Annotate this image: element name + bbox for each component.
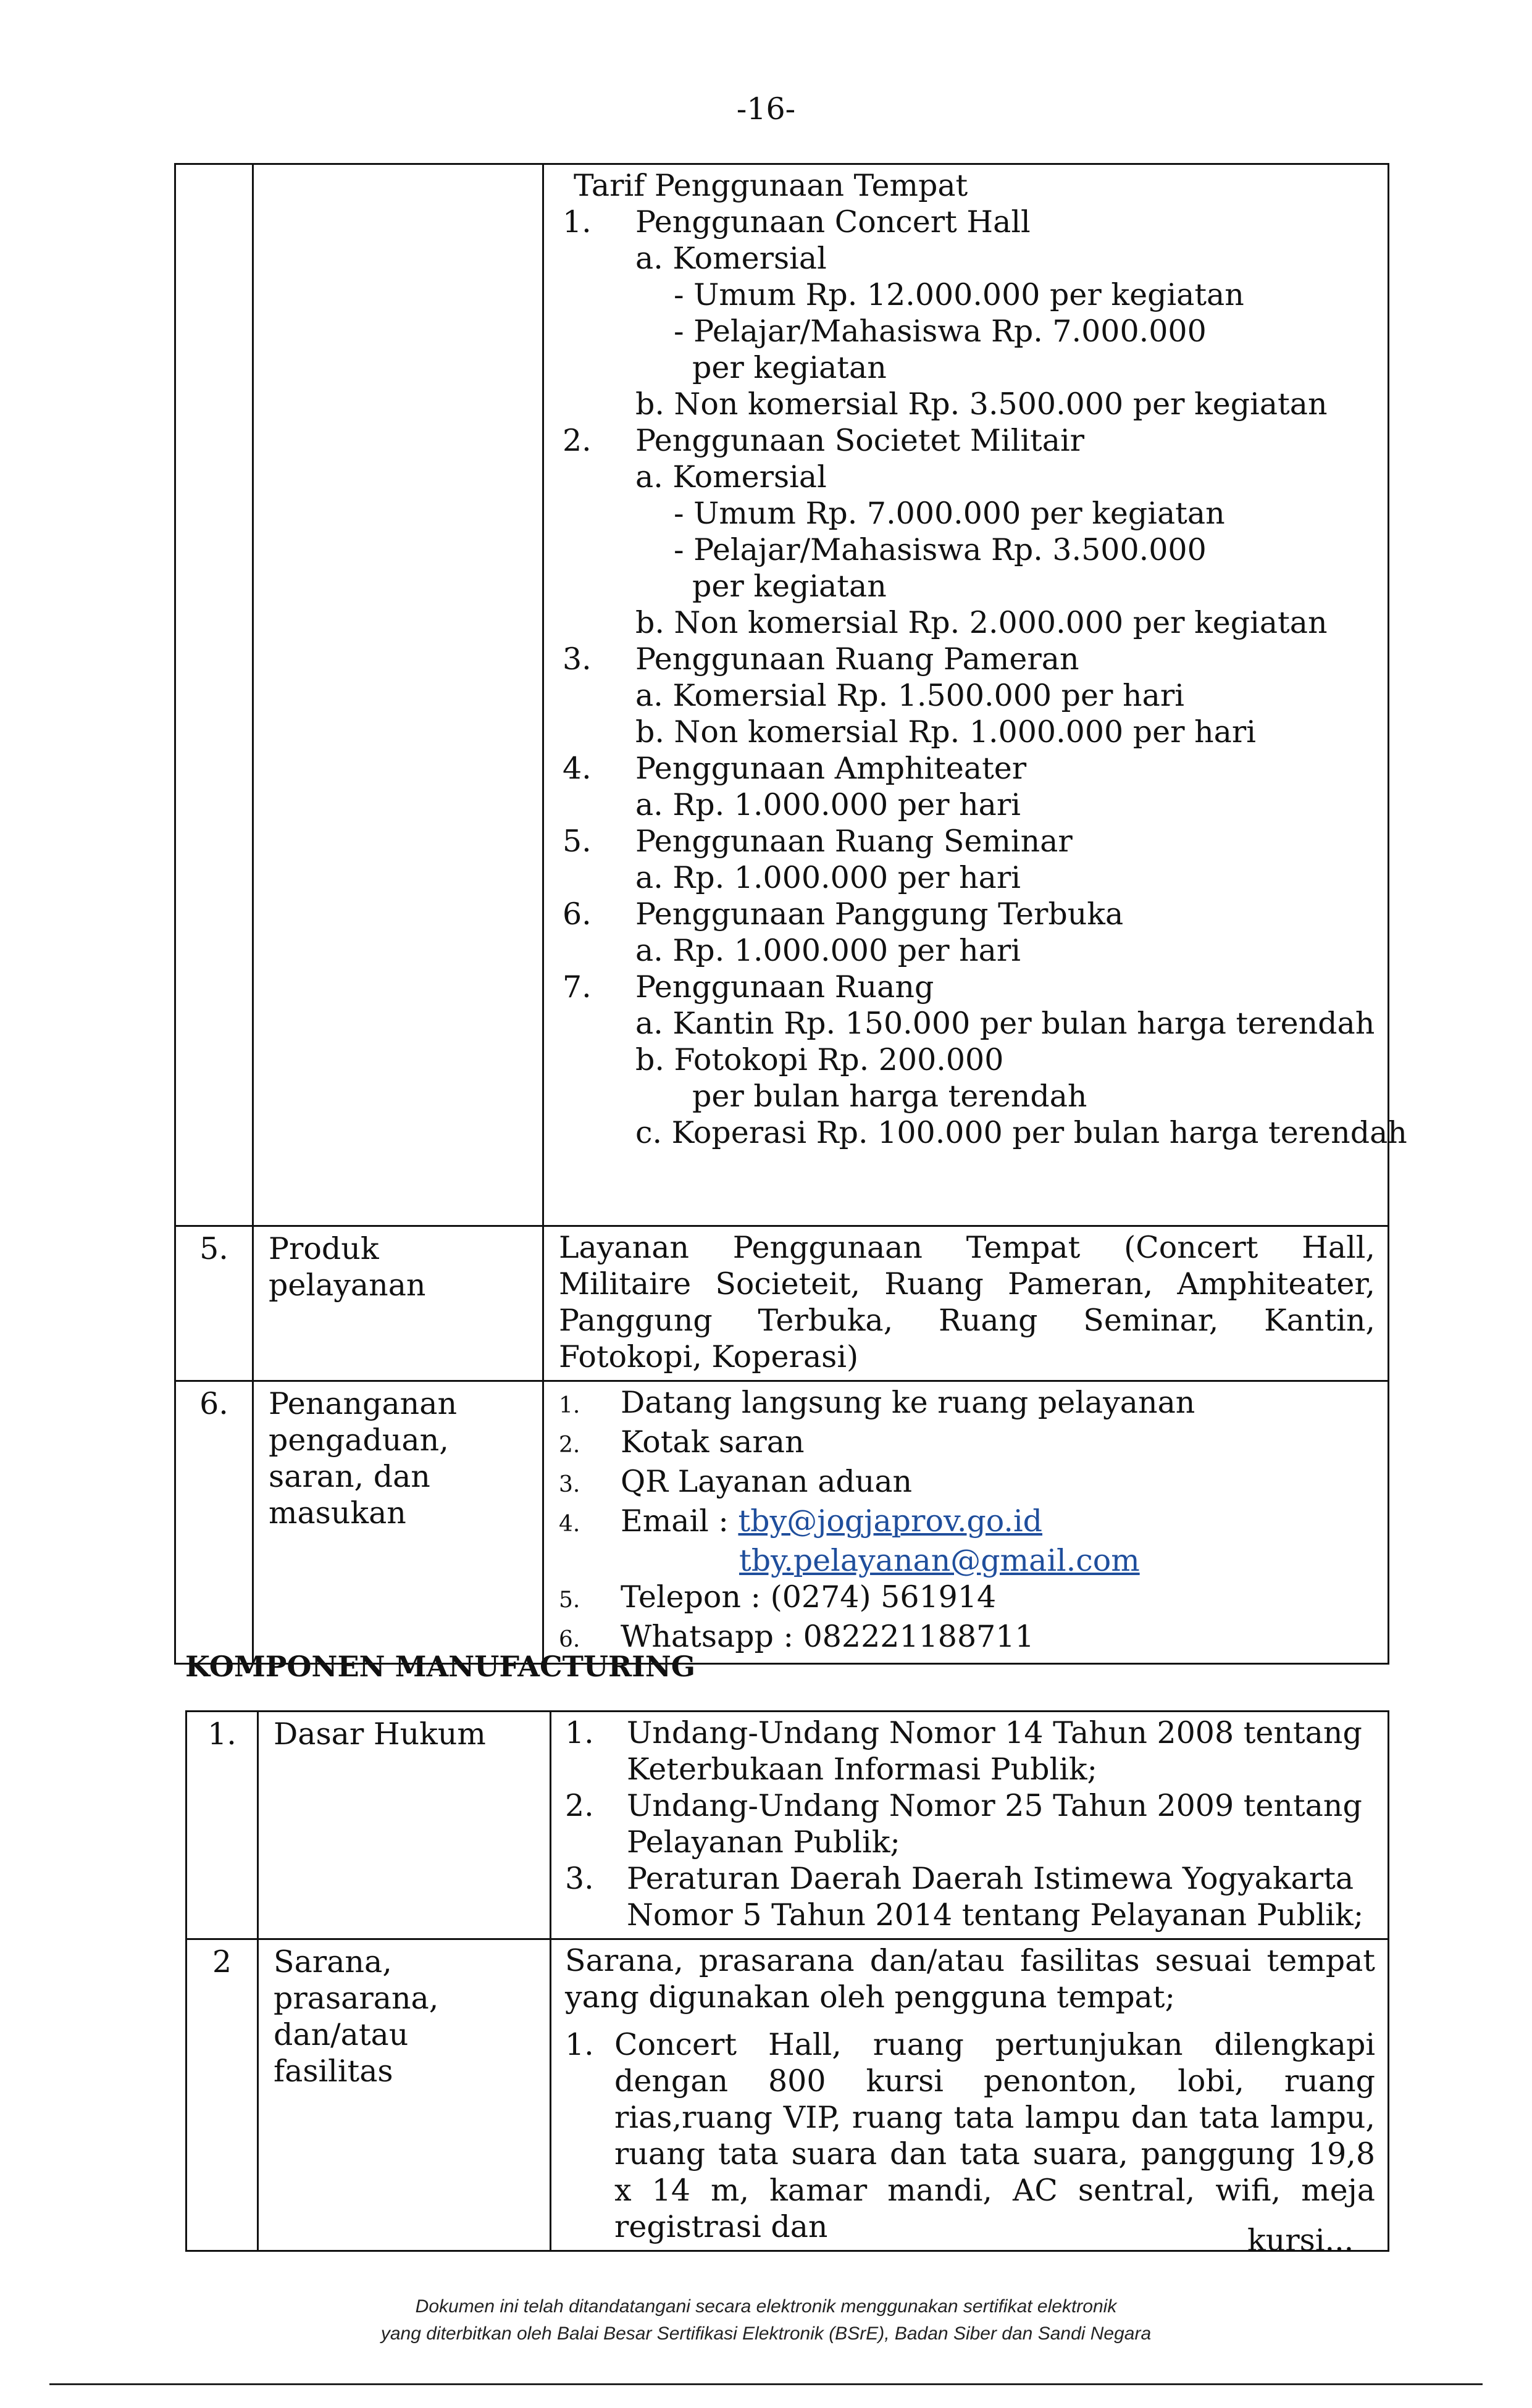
tarif-sub-item: per bulan harga terendah	[692, 1079, 1087, 1114]
tarif-item	[563, 422, 1375, 459]
dasar-hukum-item	[565, 1860, 1375, 1933]
tarif-item-number: 3.	[563, 642, 592, 677]
table-row-sarana	[186, 1939, 1389, 2251]
table-row-tarif	[175, 164, 1389, 1226]
footer-divider	[49, 2383, 1483, 2385]
label-line: masukan	[269, 1495, 406, 1531]
tarif-item	[563, 969, 1375, 1005]
tarif-item-number: 5.	[563, 824, 592, 859]
tarif-item-title: Penggunaan Ruang Seminar	[635, 824, 1073, 859]
tarif-sub-item: a. Rp. 1.000.000 per hari	[635, 787, 1021, 822]
continuation-text: kursi...	[1247, 2223, 1354, 2258]
cell-label-empty	[253, 164, 543, 1226]
tarif-sub-item: per kegiatan	[692, 569, 887, 604]
tarif-item	[563, 896, 1375, 932]
pengaduan-item-text: Datang langsung ke ruang pelayanan	[621, 1385, 1195, 1420]
label-line: Penanganan	[269, 1386, 458, 1421]
email-link[interactable]: tby@jogjaprov.go.id	[738, 1503, 1043, 1539]
sarana-item	[565, 2026, 1375, 2245]
tarif-list	[563, 204, 1407, 1151]
dasar-hukum-item-number: 1.	[565, 1715, 594, 1750]
tarif-item-number: 7.	[563, 969, 592, 1005]
tarif-sub-item: a. Kantin Rp. 150.000 per bulan harga terendah	[635, 1006, 1375, 1041]
pengaduan-item-number: 3.	[559, 1472, 580, 1497]
cell-no-empty	[175, 164, 253, 1226]
text-line: Keterbukaan Informasi Publik;	[627, 1752, 1098, 1787]
text-line: Undang-Undang Nomor 14 Tahun 2008 tentang	[627, 1715, 1362, 1750]
tarif-sub-item: per kegiatan	[692, 350, 887, 385]
sarana-intro: Sarana, prasarana dan/atau fasilitas sesuai tempat yang digunakan oleh pengguna tempat;	[565, 1943, 1375, 2015]
row-number: 6.	[175, 1381, 253, 1664]
label-line: Produk	[269, 1231, 379, 1266]
tarif-sub-item: b. Fotokopi Rp. 200.000	[635, 1042, 1004, 1077]
pengaduan-item	[559, 1542, 1375, 1579]
row-number: 5.	[175, 1226, 253, 1381]
pengaduan-item	[559, 1503, 1375, 1542]
dasar-hukum-item-number: 3.	[565, 1861, 594, 1896]
tarif-heading: Tarif Penggunaan Tempat	[574, 168, 968, 203]
label-line: Sarana,	[274, 1944, 392, 1979]
pengaduan-item	[559, 1579, 1375, 1618]
sarana-cell	[551, 1939, 1389, 2251]
dasar-hukum-item-number: 2.	[565, 1788, 594, 1823]
tarif-sub-item: - Umum Rp. 12.000.000 per kegiatan	[674, 277, 1244, 312]
email-link[interactable]: tby.pelayanan@gmail.com	[739, 1543, 1140, 1578]
table-row-5	[175, 1226, 1389, 1381]
tarif-sub-item: a. Rp. 1.000.000 per hari	[635, 933, 1021, 968]
row-number: 1.	[186, 1712, 258, 1939]
tarif-item-title: Penggunaan Societet Militair	[635, 423, 1085, 458]
tarif-item	[563, 823, 1375, 859]
pengaduan-item-number: 5.	[559, 1587, 580, 1613]
sarana-item-number: 1.	[565, 2027, 594, 2062]
text-line: Undang-Undang Nomor 25 Tahun 2009 tentang	[627, 1788, 1362, 1823]
tarif-sub-item: c. Koperasi Rp. 100.000 per bulan harga terendah	[635, 1115, 1407, 1150]
manufacturing-table	[185, 1710, 1389, 2252]
pengaduan-item-number: 2.	[559, 1432, 580, 1458]
section-heading: KOMPONEN MANUFACTURING	[185, 1650, 696, 1683]
tarif-item-number: 4.	[563, 751, 592, 786]
pengaduan-item-text: Email :	[621, 1503, 739, 1539]
dasar-hukum-list	[551, 1712, 1389, 1939]
dasar-hukum-item	[565, 1787, 1375, 1860]
service-table	[174, 163, 1407, 1665]
tarif-item-number: 6.	[563, 897, 592, 932]
tarif-item-number: 2.	[563, 423, 592, 458]
text-line: Peraturan Daerah Daerah Istimewa Yogyakarta	[627, 1861, 1354, 1896]
dasar-hukum-item	[565, 1715, 1375, 1787]
dasar-hukum-item-text	[627, 1787, 1362, 1860]
table-row-6	[175, 1381, 1389, 1664]
tarif-cell	[543, 164, 1407, 1226]
footer-note	[0, 2293, 1532, 2347]
tarif-sub-item: - Pelajar/Mahasiswa Rp. 3.500.000	[674, 532, 1207, 567]
tarif-item-number: 1.	[563, 204, 592, 240]
pengaduan-list	[543, 1381, 1389, 1664]
label-line: pelayanan	[269, 1268, 426, 1303]
label-line: dan/atau	[274, 2017, 409, 2052]
row-number: 2	[186, 1939, 258, 2251]
pengaduan-item-text: QR Layanan aduan	[621, 1464, 913, 1499]
tarif-sub-item: a. Komersial	[635, 459, 827, 495]
table-row-dasar-hukum	[186, 1712, 1389, 1939]
row-label-pengaduan	[253, 1381, 543, 1664]
tarif-item	[563, 641, 1375, 677]
text-line: Nomor 5 Tahun 2014 tentang Pelayanan Publik;	[627, 1897, 1364, 1933]
dasar-hukum-item-text	[627, 1860, 1363, 1933]
pengaduan-item	[559, 1463, 1375, 1503]
row-label-dasar-hukum: Dasar Hukum	[258, 1712, 551, 1939]
page-number: -16-	[736, 91, 796, 127]
tarif-sub-item: - Pelajar/Mahasiswa Rp. 7.000.000	[674, 314, 1207, 349]
row-label-sarana	[258, 1939, 551, 2251]
label-line: prasarana,	[274, 1981, 439, 2016]
text-line: Pelayanan Publik;	[627, 1825, 900, 1860]
tarif-sub-item: a. Komersial	[635, 241, 827, 276]
pengaduan-item-number: 6.	[559, 1627, 580, 1652]
tarif-sub-item: a. Rp. 1.000.000 per hari	[635, 860, 1021, 895]
tarif-sub-item: a. Komersial Rp. 1.500.000 per hari	[635, 678, 1184, 713]
pengaduan-item-text: Whatsapp : 082221188711	[621, 1619, 1034, 1654]
tarif-item-title: Penggunaan Ruang Pameran	[635, 642, 1079, 677]
tarif-item	[563, 204, 1375, 240]
tarif-item-title: Penggunaan Panggung Terbuka	[635, 897, 1124, 932]
pengaduan-item	[559, 1384, 1375, 1424]
dasar-hukum-item-text	[627, 1715, 1362, 1787]
tarif-item	[563, 750, 1375, 787]
sarana-item-text: Concert Hall, ruang pertunjukan dilengkapi dengan 800 kursi penonton, lobi, ruang rias,ruang VIP, ruang tata lampu dan tata lampu, ruang tata suara dan tata suara, panggung 19,8 x 14 m, kamar mandi, AC sentral, wifi, meja registrasi dan	[614, 2027, 1375, 2244]
pengaduan-item-number: 1.	[559, 1393, 580, 1418]
produk-text: Layanan Penggunaan Tempat (Concert Hall, Militaire Societeit, Ruang Pameran, Amphiteater, Panggung Terbuka, Ruang Seminar, Kantin, Fotokopi, Koperasi)	[543, 1226, 1389, 1381]
tarif-sub-item: b. Non komersial Rp. 3.500.000 per kegiatan	[635, 387, 1328, 422]
tarif-item-title: Penggunaan Concert Hall	[635, 204, 1031, 240]
pengaduan-item-number: 4.	[559, 1511, 580, 1537]
tarif-sub-item: - Umum Rp. 7.000.000 per kegiatan	[674, 496, 1225, 531]
label-line: fasilitas	[274, 2054, 393, 2089]
tarif-sub-item: b. Non komersial Rp. 2.000.000 per kegiatan	[635, 605, 1328, 640]
tarif-sub-item: b. Non komersial Rp. 1.000.000 per hari	[635, 714, 1256, 750]
pengaduan-item-text: Kotak saran	[621, 1424, 805, 1460]
label-line: pengaduan,	[269, 1423, 449, 1458]
tarif-item-title: Penggunaan Ruang	[635, 969, 934, 1005]
pengaduan-item	[559, 1424, 1375, 1463]
pengaduan-item-text: Telepon : (0274) 561914	[621, 1579, 997, 1615]
footer-line: yang diterbitkan oleh Balai Besar Sertifikasi Elektronik (BSrE), Badan Siber dan Sandi Negara	[380, 2323, 1152, 2344]
row-label-produk	[253, 1226, 543, 1381]
label-line: saran, dan	[269, 1459, 430, 1494]
footer-line: Dokumen ini telah ditandatangani secara elektronik menggunakan sertifikat elektronik	[415, 2296, 1117, 2317]
tarif-item-title: Penggunaan Amphiteater	[635, 751, 1027, 786]
